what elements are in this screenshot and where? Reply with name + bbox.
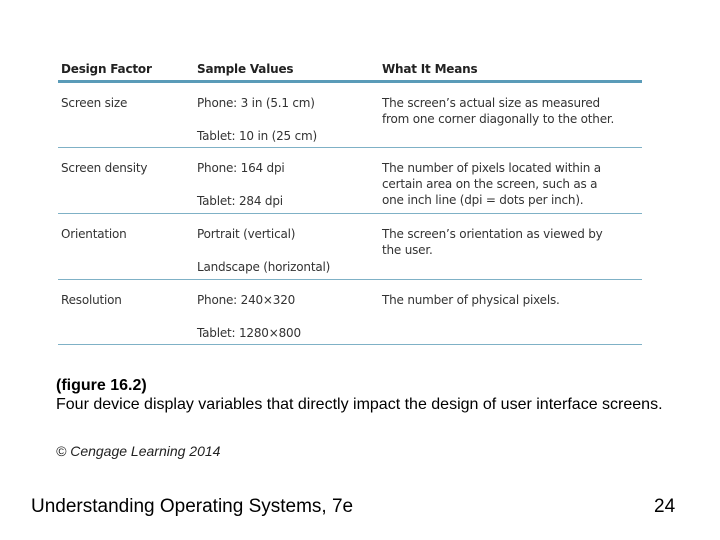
row-value-tablet: Tablet: 10 in (25 cm)	[197, 129, 317, 143]
meaning-line: from one corner diagonally to the other.	[382, 112, 615, 126]
figure-description: Four device display variables that directly impact the design of user interface screens.	[56, 396, 663, 413]
row-value-portrait: Portrait (vertical)	[197, 227, 296, 241]
footer-title: Understanding Operating Systems, 7e	[31, 496, 354, 517]
row-value-phone: Phone: 164 dpi	[197, 161, 285, 175]
table-row	[58, 214, 642, 280]
row-factor: Screen size	[61, 96, 128, 110]
row-factor: Orientation	[61, 227, 127, 241]
figure-label: (figure 16.2)	[56, 377, 147, 394]
meaning-line: one inch line (dpi = dots per inch).	[382, 193, 584, 207]
meaning-line: The screen’s actual size as measured	[382, 96, 600, 110]
row-value-tablet: Tablet: 1280×800	[197, 326, 301, 340]
meaning-line: The number of pixels located within a	[382, 161, 601, 175]
row-meaning	[382, 160, 640, 208]
row-value-phone: Phone: 3 in (5.1 cm)	[197, 96, 315, 110]
row-factor: Resolution	[61, 293, 122, 307]
meaning-line: The number of physical pixels.	[382, 293, 560, 307]
header-sample-values: Sample Values	[197, 62, 294, 76]
table-row	[58, 280, 642, 345]
table-row	[58, 148, 642, 214]
meaning-line: certain area on the screen, such as a	[382, 177, 598, 191]
meaning-line: the user.	[382, 243, 433, 257]
row-meaning	[382, 226, 640, 258]
header-design-factor: Design Factor	[61, 62, 152, 76]
row-meaning	[382, 292, 640, 308]
table-row	[58, 83, 642, 148]
display-variables-table	[58, 58, 642, 345]
meaning-line: The screen’s orientation as viewed by	[382, 227, 603, 241]
row-factor: Screen density	[61, 161, 148, 175]
page-number: 24	[654, 496, 676, 517]
row-meaning	[382, 95, 640, 127]
table-header	[58, 58, 642, 83]
header-what-it-means: What It Means	[382, 62, 478, 76]
copyright-notice: © Cengage Learning 2014	[56, 443, 221, 459]
figure-caption	[56, 376, 676, 414]
row-value-phone: Phone: 240×320	[197, 293, 296, 307]
row-value-landscape: Landscape (horizontal)	[197, 260, 331, 274]
row-value-tablet: Tablet: 284 dpi	[197, 194, 283, 208]
